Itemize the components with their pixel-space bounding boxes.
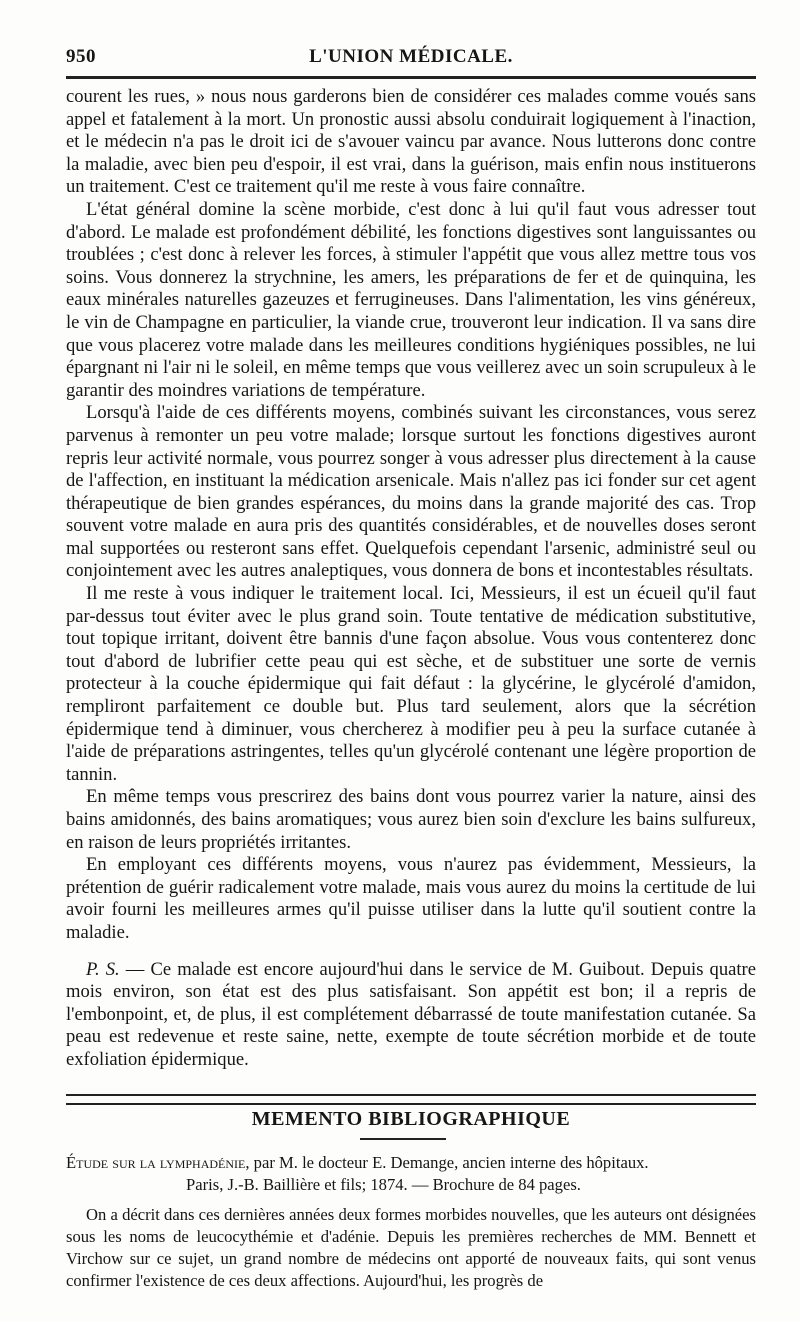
bibliography-section (66, 1152, 756, 1292)
section-title: MEMENTO BIBLIOGRAPHIQUE (251, 1108, 571, 1130)
page-number: 950 (66, 46, 96, 67)
paragraph: courent les rues, » nous nous garderons bien de considérer ces malades comme voués sans appel et fatalement à la mort. Un pronostic aussi absolu conduirait logiquement à l'inaction, et le médecin n'a pas le droit ici de s'avouer vaincu par avance. Nous lutterons donc contre la maladie, avec bien peu d'espoir, il est vrai, dans la guérison, mais enfin nous instituerons un traitement. C'est ce traitement qu'il me reste à vous faire connaître. (66, 86, 756, 198)
section-divider (66, 1094, 756, 1105)
entry-title: Étude sur la lymphadénie, (66, 1153, 250, 1172)
bibliography-entry (66, 1152, 756, 1174)
review-text: On a décrit dans ces dernières années deux formes morbides nouvelles, que les auteurs ont désignées sous les noms de leucocythémie et d'adénie. Depuis les premières recherches de MM. Bennett et Virchow sur ce sujet, un grand nombre de médecins ont apporté de nouveaux faits, qui sont venus confirmer l'existence de ces deux affections. Aujourd'hui, les progrès de (66, 1205, 756, 1290)
title-underline (360, 1138, 446, 1140)
paragraph: L'état général domine la scène morbide, c'est donc à lui qu'il faut vous adresser tout d'abord. Le malade est profondément débilité, les fonctions digestives sont languissantes ou troublées ; c'est donc à relever les forces, à stimuler l'appétit que vous allez mettre tous vos soins. Vous donnerez la strychnine, les amers, les préparations de fer et de quinquina, les eaux minérales naturelles gazeuzes et ferrugineuses. Dans l'alimentation, les vins généreux, le vin de Champagne en particulier, la viande crue, trouveront leur indication. Il va sans dire que vous placerez votre malade dans les meilleures conditions hygiéniques possibles, ne lui épargnant ni l'air ni le soleil, en même temps que vous veillerez avec un soin scrupuleux à le garantir des moindres variations de température. (66, 198, 756, 401)
journal-title: L'UNION MÉDICALE. (309, 46, 513, 67)
running-header (66, 40, 756, 74)
entry-publisher: Paris, J.-B. Baillière et fils; 1874. — Brochure de 84 pages. (186, 1175, 581, 1194)
article-body (66, 86, 756, 1072)
paragraph: Il me reste à vous indiquer le traitement local. Ici, Messieurs, il est un écueil qu'il faut par-dessus tout éviter avec le plus grand soin. Toute tentative de médication substitutive, tout topique irritant, doivent être bannis d'une façon absolue. Vous vous contenterez donc tout d'abord de lubrifier cette peau qui est sèche, et de substituer une sorte de vernis protecteur à la couche épidermique qui fait défaut : la glycérine, le glycérolé d'amidon, rempliront parfaitement ce double but. Plus tard seulement, alors que la sécrétion épidermique tend à diminuer, vous chercherez à modifier peu à peu la surface cutanée à l'aide de préparations astringentes, telles qu'un glycérolé contenant une légère proportion de tannin. (66, 583, 756, 785)
paragraph: Lorsqu'à l'aide de ces différents moyens, combinés suivant les circonstances, vous serez parvenus à remonter un peu votre malade; lorsque surtout les fonctions digestives auront repris leur activité normale, vous pourrez songer à vous adresser plus directement à la cause de l'affection, en instituant la médication arsenicale. Mais n'allez pas ici fonder sur cet agent thérapeutique de bien grandes espérances, du moins dans la grande majorité des cas. Trop souvent votre malade en aura pris des quantités considérables, et de nouvelles doses seront mal supportées ou resteront sans effet. Quelquefois cependant l'arsenic, administré seul ou conjointement avec les autres analeptiques, vous donnera de bons et incontestables résultats. (66, 402, 756, 582)
postscript-label: P. S. (86, 958, 120, 980)
paragraph: En employant ces différents moyens, vous n'aurez pas évidemment, Messieurs, la prétention de guérir radicalement votre malade, mais vous aurez du moins la certitude de lui avoir fourni les meilleures armes qu'il puisse utiliser dans la lutte qu'il soutient contre la maladie. (66, 854, 756, 943)
postscript-text: — Ce malade est encore aujourd'hui dans le service de M. Guibout. Depuis quatre mois environ, son état est des plus satisfaisant. Son appétit est bon; il a repris de l'embonpoint, et, de plus, il est complétement débarrassé de toute manifestation cutanée. Sa peau est redevenue et reste saine, nette, exempte de toute sécrétion morbide et de toute exfoliation épidermique. (66, 958, 757, 1070)
paragraph: En même temps vous prescrirez des bains dont vous pourrez varier la nature, ainsi des bains amidonnés, des bains aromatiques; vous aurez bien soin d'exclure les bains sulfureux, en raison de leurs propriétés irritantes. (66, 786, 756, 853)
header-rule (66, 76, 756, 79)
entry-author: par M. le docteur E. Demange, ancien interne des hôpitaux. (249, 1153, 649, 1172)
postscript (66, 959, 756, 1072)
